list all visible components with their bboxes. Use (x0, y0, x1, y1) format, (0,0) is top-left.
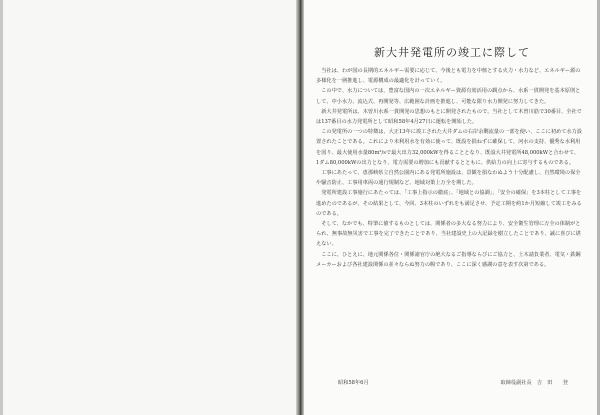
document-date: 昭和58年6月 (338, 380, 369, 386)
document-author: 取締役副社長 吉 田 登 (500, 380, 568, 386)
paragraph: 当社は、わが国の長期的エネルギー需要に応じて、今後とも電力を中核とする火力・水力など、エネルギー源の多様化を一層推進し、電源構成の最適化を計っていく。 (316, 68, 581, 85)
left-page (0, 0, 298, 415)
document-body (316, 66, 582, 270)
paragraph: 発電所建設工事施行にあたっては、「工事上指示の徹底」、「地域との協調」、「安全の確保」を3本柱として工事を進めたのであるが、その結果として、今回、3本柱のいずれをも満足させ、予定工期を約1か月短縮して竣工をみるのである。 (316, 190, 582, 217)
paragraph: 工事にあたって、恵那峡県立自然公園内にある発電所施設は、景観を損なわぬよう十分配慮し、自然環境の保全や騒音防止、工事用車両の通行規制など、地域対策上万全を期した。 (316, 170, 581, 187)
book-gutter (296, 0, 304, 415)
paragraph: 新大井発電所は、木曽川水系一貫開発の思想のもとに開発されたもので、当社として木曽川筋で30番目、全社では137番目の水力発電所として昭和58年4月27日に運転を開始した。 (316, 108, 582, 126)
paragraph: そして、なかでも、特筆に値するものとしては、関係者の多大なる努力により、安全衛生管理に万全の体制がとられ、無事故無災害で工事を完了できたことであり、当社建設史上の大記録を樹立したことであり、誠に喜びに堪えない。 (316, 221, 581, 248)
paragraph: この発電所の一つの特徴は、大正13年に竣工された大井ダムの右岸余剰流量の一部を使い、ここに初めて水力設置されたことである。これにより未利用水を有効に使って、既設を損ねずに確保して、河水の支持、優秀な水利用を図り、最大使用水量80m³/sで最大出力32,000kWを得ることとなり、既設大井発電所48,000kWと合わせて、1ダム80,000kWの出力となり、電力需要の増加にも貢献するとともに、供給力の向上に寄与するものである。 (316, 129, 582, 166)
signature-block (338, 379, 578, 389)
paragraph: ここに、ひとえに、地元関係各位・関係諸官庁の絶大なるご指導ならびにご協力と、土木請負業者、電気・鉄鋼メーカーおよび各社建設関係の並々ならぬ努力の賜であり、ここに深く感謝の意を表す次第である。 (316, 251, 581, 268)
paragraph: この中で、水力については、豊富な国内の一次エネルギー資源有効活用の観点から、水系一貫開発を基本原則として、中小水力、流込式、再開発等、広範囲な計画を推進し、可能な限り水力開発に努力してきた。 (316, 88, 581, 105)
left-page-edge (0, 0, 3, 415)
document-title: 新大井発電所の竣工に際して (374, 46, 530, 59)
